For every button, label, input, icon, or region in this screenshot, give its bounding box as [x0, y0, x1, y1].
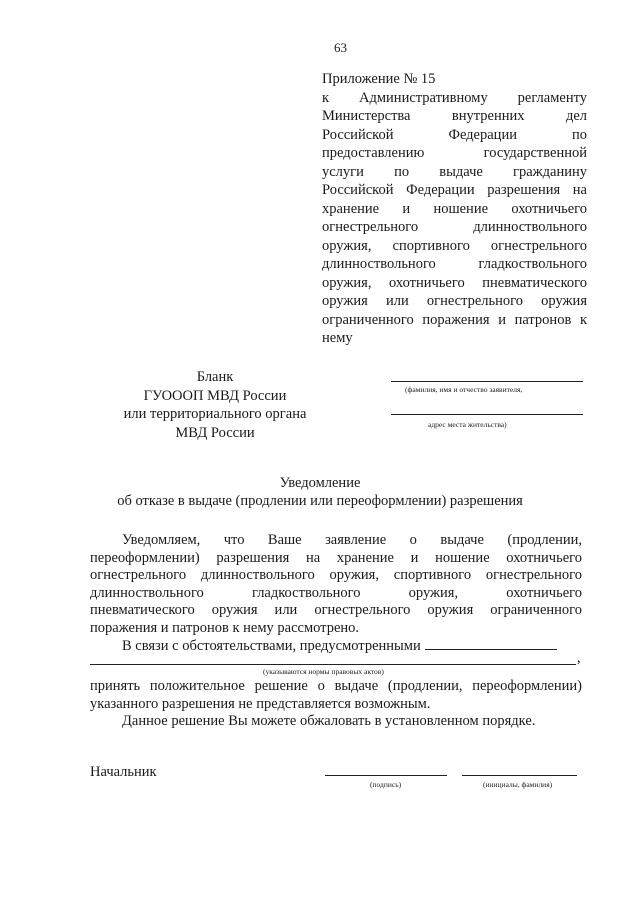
appendix-line: Российской Федерации по — [322, 126, 587, 143]
paragraph-line: огнестрельного длинноствольного оружия, спортивного огнестрельного — [90, 567, 582, 583]
applicant-name-caption: (фамилия, имя и отчество заявителя, — [405, 385, 523, 394]
appeal-text: Данное решение Вы можете обжаловать в установленном порядке. — [122, 713, 536, 729]
appendix-line: Министерства внутренних дел — [322, 108, 587, 124]
appendix-header — [322, 70, 587, 348]
signatory-name-caption: (инициалы, фамилия) — [483, 780, 553, 789]
letterhead-line: Бланк — [196, 369, 234, 385]
circumstances-line — [90, 637, 582, 656]
letterhead-line: или территориального органа — [123, 406, 307, 422]
paragraph-line: длинноствольного гладкоствольного оружия, охотничьего — [90, 584, 582, 601]
appendix-line: оружия, спортивного огнестрельного — [322, 237, 587, 254]
paragraph-line: пневматического оружия или огнестрельного оружия ограниченного — [90, 602, 582, 618]
paragraph-line: переоформлении) разрешения на хранение и ношение охотничьего — [90, 549, 582, 566]
appendix-line: длинноствольного гладкоствольного — [322, 256, 587, 272]
appendix-line: хранение и ношение охотничьего — [322, 200, 587, 217]
appendix-line: к Административному регламенту — [322, 89, 587, 106]
signature-line[interactable] — [325, 775, 447, 776]
letterhead-block — [100, 368, 330, 442]
notice-title: Уведомление — [279, 475, 361, 491]
legal-norms-line[interactable] — [90, 664, 576, 665]
paragraph-line: Уведомляем, что Ваше заявление о выдаче (продлении, — [122, 532, 582, 548]
letterhead-line: МВД России — [175, 424, 255, 441]
applicant-address-line[interactable] — [391, 414, 583, 415]
appendix-line: оружия, охотничьего пневматического — [322, 274, 587, 291]
circumstances-blank[interactable] — [425, 637, 557, 650]
appendix-line: услуги по выдаче гражданину — [322, 163, 587, 180]
page-number: 63 — [334, 40, 347, 55]
notice-paragraph — [90, 532, 582, 637]
paragraph-last-line: указанного разрешения не представляется возможным. — [90, 695, 431, 712]
legal-norms-comma: , — [577, 650, 581, 666]
appendix-line: предоставлению государственной — [322, 145, 587, 161]
signature-caption: (подпись) — [370, 780, 402, 789]
paragraph-last-line: поражения и патронов к нему рассмотрено. — [90, 619, 360, 636]
appendix-last-line: нему — [322, 330, 353, 346]
applicant-address-caption: адрес места жительства) — [428, 420, 507, 429]
signatory-name-line[interactable] — [462, 775, 577, 776]
applicant-name-line[interactable] — [391, 381, 583, 382]
circumstances-text: В связи с обстоятельствами, предусмотренными — [122, 638, 421, 654]
notice-subtitle: об отказе в выдаче (продлении или переоформлении) разрешения — [117, 493, 523, 509]
decision-paragraph — [90, 678, 582, 731]
letterhead-line: ГУОООП МВД России — [143, 387, 287, 404]
appendix-line: Российской Федерации разрешения на — [322, 182, 587, 198]
appendix-line: оружия или огнестрельного оружия — [322, 293, 587, 309]
signatory-position: Начальник — [90, 764, 157, 780]
legal-norms-caption: (указываются нормы правовых актов) — [263, 667, 384, 676]
appendix-reference — [322, 89, 587, 330]
appendix-line: огнестрельного длинноствольного — [322, 219, 587, 235]
appendix-title: Приложение № 15 — [322, 71, 436, 87]
appendix-line: ограниченного поражения и патронов к — [322, 311, 587, 328]
paragraph-line: принять положительное решение о выдаче (продлении, переоформлении) — [90, 678, 582, 694]
